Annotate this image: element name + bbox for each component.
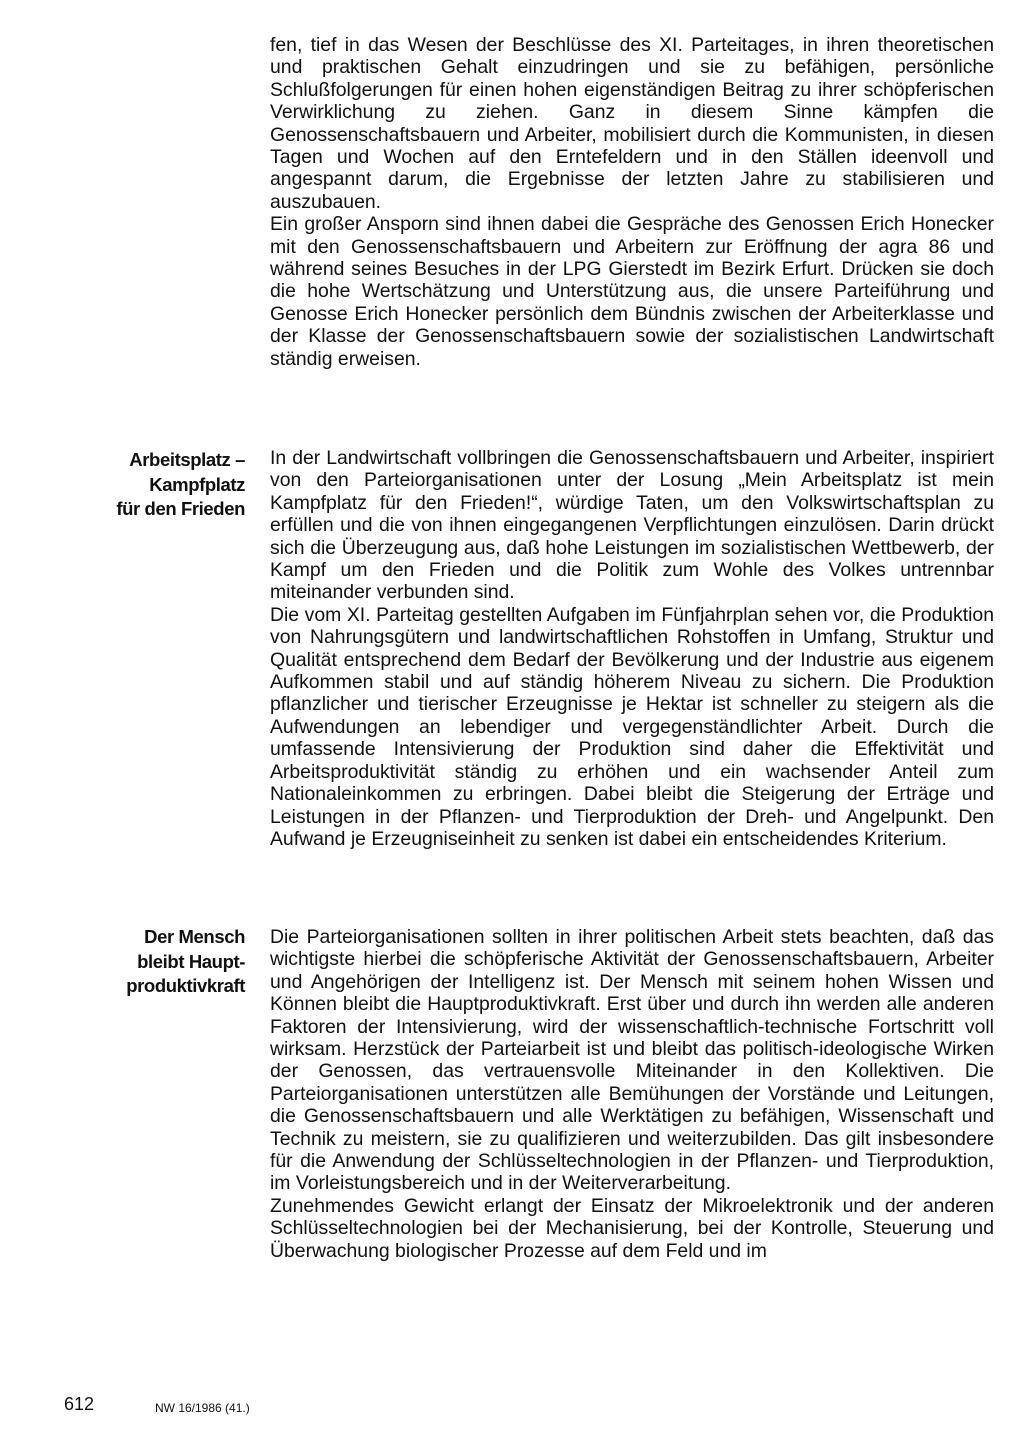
paragraph: Die vom XI. Parteitag gestellten Aufgaben im Fünfjahrplan sehen vor, die Produktion von Nahrungsgütern und landwirtschaftlichen Rohstoffen in Umfang, Struktur und Qualität entsprechend dem Bedarf der Bevölkerung und der Industrie aus eigenem Aufkommen stabil und auf ständig höherem Niveau zu sichern. Die Produktion pflanzlicher und tierischer Erzeugnisse je Hektar ist schneller zu steigern als die Aufwendungen an lebendiger und vergegenständlichter Arbeit. Durch die umfassende Intensivierung der Produktion sind daher die Effektivität und Arbeitsproduktivität ständig zu erhöhen und ein wachsender Anteil zum Nationaleinkommen zu erbringen. Dabei bleibt die Steigerung der Erträge und Leistungen in der Pflanzen- und Tierproduktion der Dreh- und Angelpunkt. Den Aufwand je Erzeugniseinheit zu senken ist dabei ein entscheidendes Kriterium. [270,603,994,850]
side-heading-der-mensch [100,925,245,999]
side-heading-arbeitsplatz [100,448,245,522]
paragraph: In der Landwirtschaft vollbringen die Genossenschaftsbauern und Arbeiter, inspiriert von den Parteiorganisationen unter der Losung „Mein Arbeitsplatz ist mein Kampfplatz für den Frieden!“, würdige Taten, um den Volkswirtschaftsplan zu erfüllen und die von ihnen eingegangenen Verpflichtungen einzulösen. Darin drückt sich die Überzeugung aus, daß hohe Leistungen im sozialistischen Wettbewerb, der Kampf um den Frieden und die Politik zum Wohle des Volkes untrennbar miteinander verbunden sind. [270,447,994,604]
page-number: 612 [64,1394,95,1414]
section-der-mensch [270,926,994,1262]
side-heading-line: produktivkraft [126,975,245,996]
paragraph: Die Parteiorganisationen sollten in ihrer politischen Arbeit stets beachten, daß das wichtigste hierbei die schöpferische Aktivität der Genossenschaftsbauern, Arbeiter und Angehörigen der Intelligenz ist. Der Mensch mit seinem hohen Wissen und Können bleibt die Hauptproduktivkraft. Erst über und durch ihn werden alle anderen Faktoren der Intensivierung, wird der wissenschaftlich-technische Fortschritt voll wirksam. Herzstück der Parteiarbeit ist und bleibt das politisch-ideologische Wirken der Genossen, das vertrauensvolle Miteinander in den Kollektiven. Die Parteiorganisationen unterstützen alle Bemühungen der Vorstände und Leitungen, die Genossenschaftsbauern und alle Werktätigen zu befähigen, Wissenschaft und Technik zu meistern, sie zu qualifizieren und weiterzubilden. Das gilt insbesondere für die Anwendung der Schlüsseltechnologien in der Pflanzen- und Tierproduktion, im Vorleistungsbereich und in der Weiterverarbeitung. [270,926,994,1195]
paragraph: Ein großer Ansporn sind ihnen dabei die Gespräche des Genossen Erich Honecker mit den Genossenschaftsbauern und Arbeitern zur Eröffnung der agra 86 und während seines Besuches in der LPG Gierstedt im Bezirk Erfurt. Drücken sie doch die hohe Wertschätzung und Unterstützung aus, die unsere Parteiführung und Genosse Erich Honecker persönlich dem Bündnis zwischen der Arbeiterklasse und der Klasse der Genossenschaftsbauern sowie der sozialistischen Landwirtschaft ständig erweisen. [270,213,994,370]
side-heading-line: Kampfplatz [149,473,245,495]
paragraph: fen, tief in das Wesen der Beschlüsse des XI. Parteitages, in ihren theoretischen und praktischen Gehalt einzudringen und sie zu befähigen, persönliche Schlußfolgerungen für einen hohen eigenständigen Beitrag zu ihrer schöpferischen Verwirklichung zu ziehen. Ganz in diesem Sinne kämpfen die Genossenschaftsbauern und Arbeiter, mobilisiert durch die Kommunisten, in diesen Tagen und Wochen auf den Erntefeldern und in den Ställen ideenvoll und angespannt darum, die Ergebnisse der letzten Jahre zu stabilisieren und auszubauen. [270,34,994,213]
section-arbeitsplatz [270,447,994,850]
side-heading-line: Arbeitsplatz – [129,449,245,470]
side-heading-line: Der Mensch [144,926,245,947]
section-intro [270,34,994,370]
paragraph: Zunehmendes Gewicht erlangt der Einsatz der Mikroelektronik und der anderen Schlüsseltechnologien bei der Mechanisierung, bei der Kontrolle, Steuerung und Überwachung biologischer Prozesse auf dem Feld und im [270,1194,994,1262]
side-heading-line: bleibt Haupt- [137,950,245,972]
issue-reference: NW 16/1986 (41.) [155,1401,250,1415]
side-heading-line: für den Frieden [116,498,245,519]
